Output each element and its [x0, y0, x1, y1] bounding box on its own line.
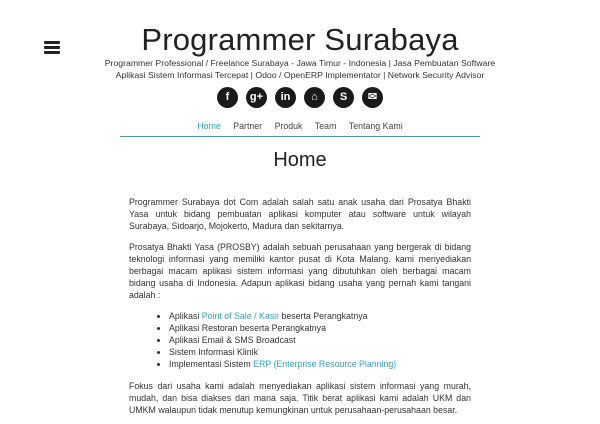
page-title: Home — [273, 149, 327, 171]
site-description — [0, 57, 600, 81]
list-item: • Sistem Informasi Klinik — [169, 346, 471, 358]
site-title[interactable]: Programmer Surabaya — [141, 22, 459, 57]
linkedin-icon[interactable]: in — [275, 87, 296, 108]
github-icon[interactable]: ⌂ — [304, 87, 325, 108]
nav-partner[interactable]: Partner — [233, 121, 263, 131]
list-item: • Aplikasi Email & SMS Broadcast — [169, 334, 471, 346]
main-navigation — [0, 121, 600, 131]
list-item — [169, 310, 471, 322]
nav-team[interactable]: Team — [314, 121, 337, 131]
paragraph-intro: Programmer Surabaya dot Com adalah salah satu anak usaha dari Prosatya Bhakti Yasa untuk bidang pembuatan aplikasi komputer atau software untuk wilayah Surabaya, Sidoarjo, Mojokerto, Madura dan sekitarnya. — [129, 197, 471, 232]
list-item: • Aplikasi Restoran beserta Perangkatnya — [169, 322, 471, 334]
google-plus-icon[interactable]: g+ — [246, 87, 267, 108]
paragraph-company: Prosatya Bhakti Yasa (PROSBY) adalah sebuah perusahaan yang bergerak di bidang teknologi informasi yang memiliki kantor pusat di Kota Malang. kami menyediakan berbagai macam aplikasi sistem informasi yang dibutuhkan oleh berbagai macam bidang usaha di Indonesia. Adapun aplikasi bidang usaha yang pernah kami tangani adalah : — [129, 241, 471, 301]
list-item-text: Aplikasi — [169, 310, 202, 321]
service-list — [129, 310, 471, 371]
nav-divider — [120, 136, 480, 137]
email-icon[interactable]: ✉ — [362, 87, 383, 108]
nav-produk[interactable]: Produk — [274, 121, 303, 131]
erp-link[interactable]: ERP (Enterprise Resource Planning) — [253, 359, 397, 370]
point-of-sale-link[interactable]: Point of Sale / Kasir — [201, 310, 280, 321]
nav-home[interactable]: Home — [197, 121, 221, 131]
social-links — [0, 87, 600, 108]
list-item-text: Implementasi Sistem — [169, 359, 254, 370]
skype-icon[interactable]: S — [333, 87, 354, 108]
site-description-line-2: Aplikasi Sistem Informasi Tercepat | Odoo / OpenERP Implementator | Network Security Advisor — [115, 70, 485, 80]
nav-tentang-kami[interactable]: Tentang Kami — [348, 121, 403, 131]
facebook-icon[interactable]: f — [217, 87, 238, 108]
page-content — [129, 196, 471, 424]
paragraph-focus: Fokus dari usaha kami adalah menyediakan aplikasi sistem informasi yang murah, mudah, dan bisa diakses dari mana saja. Titik berat aplikasi kami adalah UKM dan UMKM walaupun tidak menutup kemungkinan untuk perusahaan-perusahaan besar. — [129, 380, 471, 416]
site-description-line-1: Programmer Professional / Freelance Surabaya - Jawa Timur - Indonesia | Jasa Pembuatan Software — [104, 58, 496, 68]
list-item — [169, 358, 471, 370]
list-item-text: beserta Perangkatnya — [279, 310, 368, 321]
